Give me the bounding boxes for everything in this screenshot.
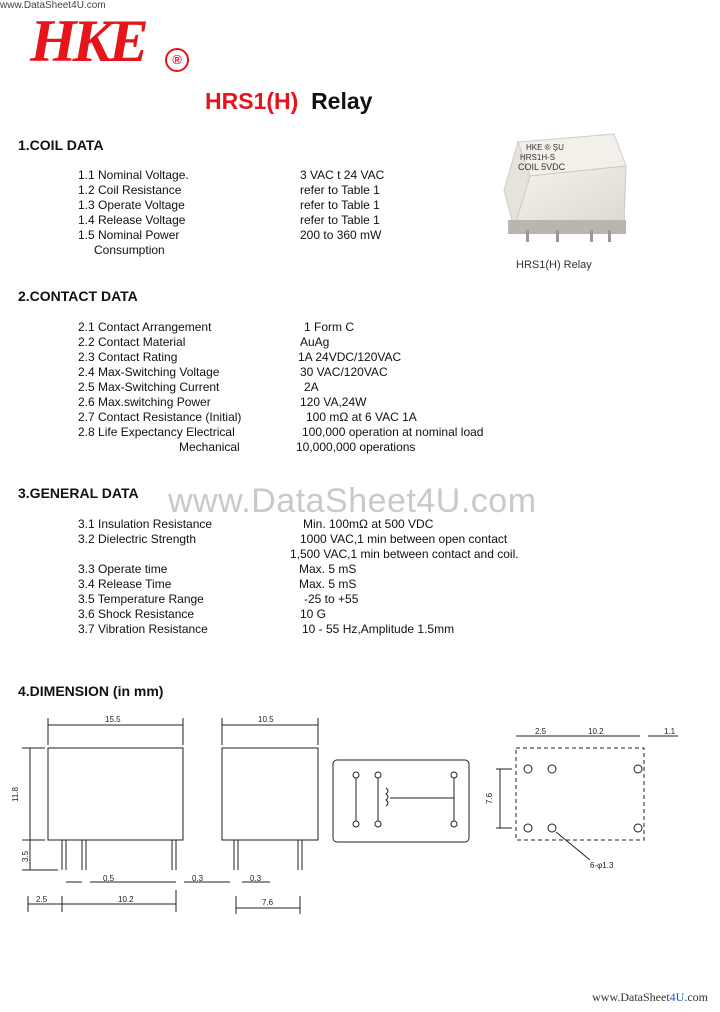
general-value: 10 - 55 Hz,Amplitude 1.5mm xyxy=(302,622,455,636)
contact-value: 10,000,000 operations xyxy=(296,440,416,454)
general-label: 3.5 Temperature Range xyxy=(78,592,204,606)
contact-label: 2.1 Contact Arrangement xyxy=(78,320,212,334)
coil-value: refer to Table 1 xyxy=(300,183,380,197)
contact-label: 2.5 Max-Switching Current xyxy=(78,380,220,394)
relay-marking-2: HRS1H-S xyxy=(520,153,556,162)
coil-value: 3 VAC t 24 VAC xyxy=(300,168,385,182)
general-label: 3.7 Vibration Resistance xyxy=(78,622,208,636)
side-view xyxy=(150,715,318,914)
dim-front-height: 11.8 xyxy=(11,787,20,802)
contact-value: 1A 24VDC/120VAC xyxy=(298,350,402,364)
dim-side-depth: 7.6 xyxy=(262,898,274,907)
coil-label: 1.4 Release Voltage xyxy=(78,213,186,227)
contact-label: 2.4 Max-Switching Voltage xyxy=(78,365,220,379)
general-value: Max. 5 mS xyxy=(299,562,357,576)
contact-label: Mechanical xyxy=(179,440,240,454)
dim-front-width: 15.5 xyxy=(105,715,121,724)
model-name: HRS1(H) xyxy=(205,88,299,114)
contact-label: 2.6 Max.switching Power xyxy=(78,395,211,409)
contact-value: 1 Form C xyxy=(304,320,355,334)
dim-pin-gap: 0.5 xyxy=(103,874,115,883)
page-title xyxy=(205,88,372,115)
contact-heading: 2.CONTACT DATA xyxy=(18,288,138,304)
coil-value: refer to Table 1 xyxy=(300,213,380,227)
footer-url[interactable] xyxy=(592,990,708,1005)
top-url[interactable]: www.DataSheet4U.com xyxy=(0,0,106,11)
watermark: www.DataSheet4U.com xyxy=(168,482,537,520)
general-value: Max. 5 mS xyxy=(299,577,357,591)
contact-value: AuAg xyxy=(300,335,330,349)
dimension-heading: 4.DIMENSION (in mm) xyxy=(18,683,164,699)
dim-pcb-holes: 6-φ1.3 xyxy=(590,861,614,870)
general-label: 3.4 Release Time xyxy=(78,577,172,591)
coil-value: 200 to 360 mW xyxy=(300,228,382,242)
coil-label: 1.1 Nominal Voltage. xyxy=(78,168,189,182)
contact-value: 120 VA,24W xyxy=(300,395,367,409)
schematic-view xyxy=(333,760,469,842)
relay-marking-3: COIL 5VDC xyxy=(518,162,566,172)
contact-value: 2A xyxy=(304,380,319,394)
hke-logo: HKE xyxy=(30,8,145,74)
general-value: 1,500 VAC,1 min between contact and coil. xyxy=(290,547,519,561)
relay-marking-1: HKE ® ŞU xyxy=(526,143,564,152)
dimension-drawing xyxy=(0,700,720,915)
general-heading: 3.GENERAL DATA xyxy=(18,485,139,501)
footer-suffix: .com xyxy=(684,990,708,1004)
dim-side-pin: 0.3 xyxy=(250,874,262,883)
contact-value: 100,000 operation at nominal load xyxy=(302,425,484,439)
general-label: 3.3 Operate time xyxy=(78,562,168,576)
dim-pcb-b: 10.2 xyxy=(588,727,604,736)
coil-label: 1.2 Coil Resistance xyxy=(78,183,182,197)
dim-side-gap: 0.3 xyxy=(192,874,204,883)
dim-offset: 2.5 xyxy=(36,895,48,904)
coil-label: 1.5 Nominal Power xyxy=(78,228,180,242)
coil-value: refer to Table 1 xyxy=(300,198,380,212)
general-label: 3.2 Dielectric Strength xyxy=(78,532,197,546)
dim-pin-length: 3.5 xyxy=(21,850,30,862)
general-value: Min. 100mΩ at 500 VDC xyxy=(303,517,434,531)
title-word: Relay xyxy=(311,88,373,114)
dim-pitch: 10.2 xyxy=(118,895,134,904)
coil-label: 1.3 Operate Voltage xyxy=(78,198,185,212)
registered-mark: ® xyxy=(165,48,189,72)
general-value: 10 G xyxy=(300,607,327,621)
photo-caption: HRS1(H) Relay xyxy=(516,259,592,271)
contact-label: 2.8 Life Expectancy Electrical xyxy=(78,425,235,439)
general-label: 3.6 Shock Resistance xyxy=(78,607,195,621)
contact-value: 100 mΩ at 6 VAC 1A xyxy=(306,410,417,424)
general-label: 3.1 Insulation Resistance xyxy=(78,517,213,531)
general-value: -25 to +55 xyxy=(304,592,359,606)
footer-highlight: 4U xyxy=(669,990,685,1004)
dim-pcb-a: 2.5 xyxy=(535,727,547,736)
general-value: 1000 VAC,1 min between open contact xyxy=(300,532,508,546)
relay-photo xyxy=(490,130,640,254)
contact-label: 2.3 Contact Rating xyxy=(78,350,178,364)
dim-pcb-d: 7.6 xyxy=(485,792,494,804)
dim-side-width: 10.5 xyxy=(258,715,274,724)
pcb-layout xyxy=(485,727,678,870)
contact-value: 30 VAC/120VAC xyxy=(300,365,388,379)
coil-continuation: Consumption xyxy=(94,243,165,257)
contact-label: 2.7 Contact Resistance (Initial) xyxy=(78,410,242,424)
footer-prefix: www.DataSheet xyxy=(592,990,670,1004)
coil-heading: 1.COIL DATA xyxy=(18,137,104,153)
contact-label: 2.2 Contact Material xyxy=(78,335,186,349)
dim-pcb-c: 1.1 xyxy=(664,727,676,736)
